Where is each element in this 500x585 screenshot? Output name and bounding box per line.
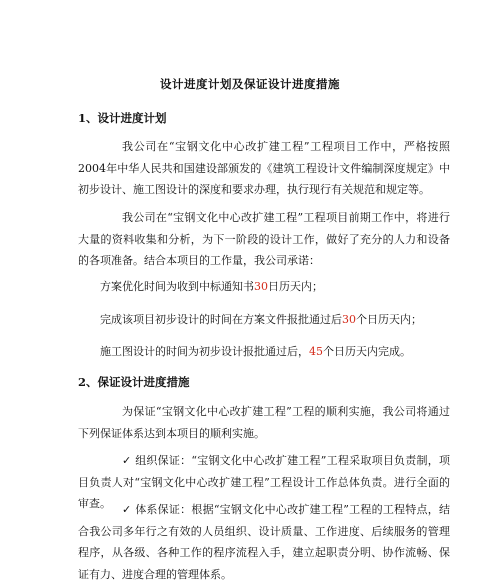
section-1-paragraph-1: 我公司在“宝钢文化中心改扩建工程”工程项目工作中，严格按照2004年中华人民共和国建设部颁发的《建筑工程设计文件编制深度规定》中初步设计、施工图设计的深度和要求办理，执行现行有关规范和规定等。 xyxy=(78,140,450,196)
commitment-3-suffix: 个日历天内完成。 xyxy=(323,345,411,358)
commitment-scheme-optimization xyxy=(100,278,323,294)
commitment-1-suffix: 日历天内； xyxy=(268,280,323,293)
organization-guarantee-text: 组织保证：“宝钢文化中心改扩建工程”工程采取项目负责制，项目负责人对“宝钢文化中心改扩建工程”工程设计工作总体负责。进行全面的审查。 xyxy=(78,454,450,510)
commitment-1-text: 方案优化时间为收到中标通知书 xyxy=(100,280,254,293)
commitment-construction-drawing xyxy=(100,343,411,359)
section-1-paragraph-2: 我公司在“宝钢文化中心改扩建工程”工程项目前期工作中，将进行大量的资料收集和分析，为下一阶段的设计工作，做好了充分的人力和设备的各项准备。结合本项目的工作量，我公司承诺： xyxy=(78,211,450,267)
commitment-2-suffix: 个日历天内； xyxy=(356,313,422,326)
commitment-1-days: 30 xyxy=(254,280,268,293)
document-title: 设计进度计划及保证设计进度措施 xyxy=(160,77,340,91)
commitment-3-days: 45 xyxy=(309,345,323,358)
check-icon: ✓ xyxy=(122,503,132,516)
commitment-3-text: 施工图设计的时间为初步设计报批通过后， xyxy=(100,345,309,358)
section-2-paragraph-1: 为保证“宝钢文化中心改扩建工程”工程的顺利实施，我公司将通过下列保证体系达到本项目的顺利实施。 xyxy=(78,405,450,440)
system-guarantee xyxy=(78,499,450,585)
section-1-heading: 1、设计进度计划 xyxy=(78,111,167,125)
check-icon: ✓ xyxy=(122,454,132,467)
commitment-preliminary-design xyxy=(100,311,422,327)
commitment-2-days: 30 xyxy=(342,313,356,326)
system-guarantee-text: 体系保证：根据“宝钢文化中心改扩建工程”工程的工程特点，结合我公司多年行之有效的人员组织、设计质量、工作进度、后续服务的管理程序，从各级、各种工作的程序流程入手，建立起职责分明、协作流畅、保证有力、进度合理的管理体系。 xyxy=(78,503,450,581)
section-2-heading: 2、保证设计进度措施 xyxy=(78,375,190,389)
commitment-2-text: 完成该项目初步设计的时间在方案文件报批通过后 xyxy=(100,313,342,326)
